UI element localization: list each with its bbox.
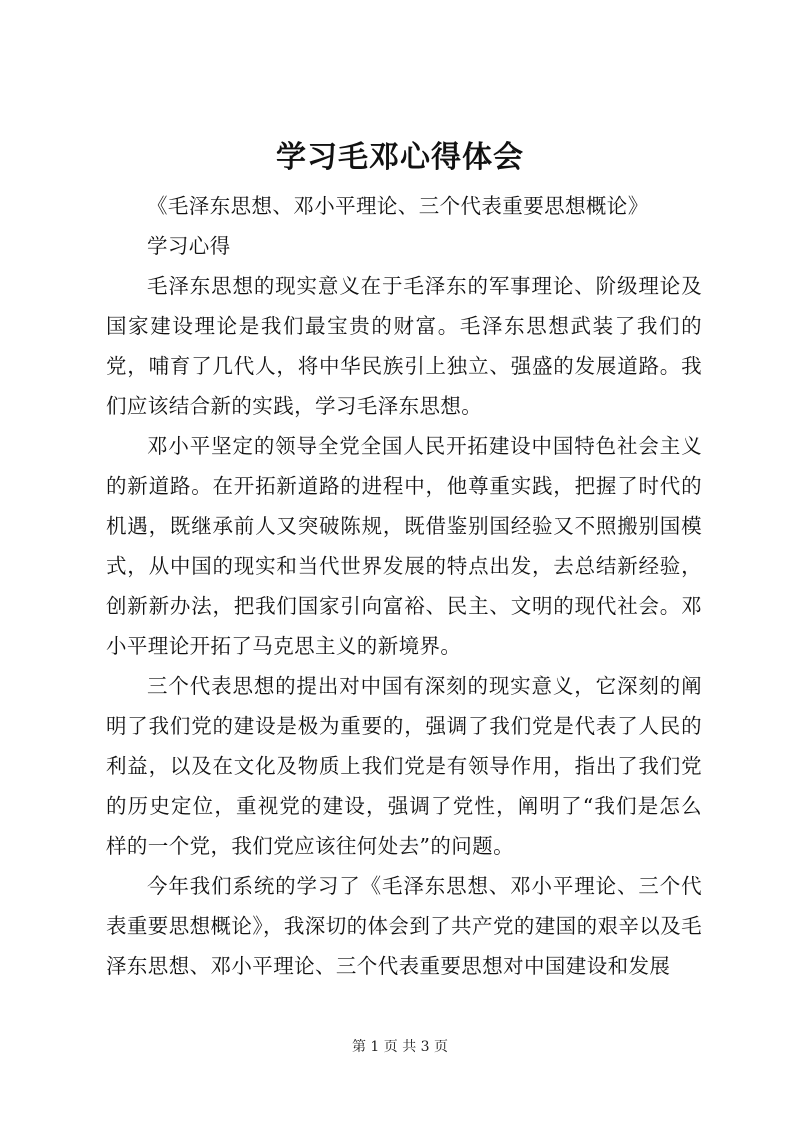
paragraph-book-title: 《毛泽东思想、邓小平理论、三个代表重要思想概论》 [147,194,649,218]
paragraph-subtitle: 学习心得 [147,234,231,258]
document-body [106,186,702,986]
page-footer: 第 1 页 共 3 页 [351,1039,449,1055]
document-title: 学习毛邓心得体会 [276,140,524,175]
paragraph-three-represents: 三个代表思想的提出对中国有深刻的现实意义，它深刻的阐明了我们党的建设是极为重要的，强调了我们党是代表了人民的利益，以及在文化及物质上我们党是有领导作用，指出了我们党的历史定位，重视党的建设，强调了党性，阐明了“我们是怎么样的一个党，我们党应该往何处去”的问题。 [106,674,702,858]
paragraph-mao: 毛泽东思想的现实意义在于毛泽东的军事理论、阶级理论及国家建设理论是我们最宝贵的财富。毛泽东思想武装了我们的党，哺育了几代人，将中华民族引上独立、强盛的发展道路。我们应该结合新的实践，学习毛泽东思想。 [106,274,702,418]
paragraph-deng: 邓小平坚定的领导全党全国人民开拓建设中国特色社会主义的新道路。在开拓新道路的进程中，他尊重实践，把握了时代的机遇，既继承前人又突破陈规，既借鉴别国经验又不照搬别国模式，从中国的现实和当代世界发展的特点出发，去总结新经验，创新新办法，把我们国家引向富裕、民主、文明的现代社会。邓小平理论开拓了马克思主义的新境界。 [106,434,702,658]
paragraph-study: 今年我们系统的学习了《毛泽东思想、邓小平理论、三个代表重要思想概论》，我深切的体会到了共产党的建国的艰辛以及毛泽东思想、邓小平理论、三个代表重要思想对中国建设和发展 [106,874,702,978]
